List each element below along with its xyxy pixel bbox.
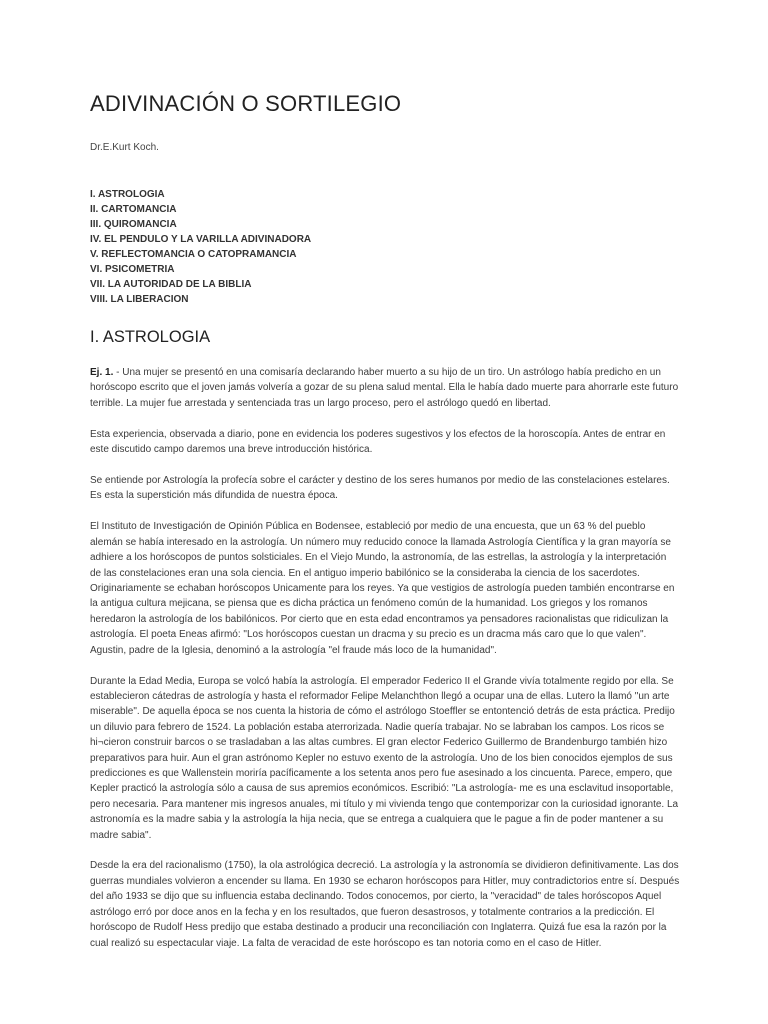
toc-item: IV. EL PENDULO Y LA VARILLA ADIVINADORA: [90, 234, 312, 245]
author-line: Dr.E.Kurt Koch.: [90, 142, 159, 153]
document-content: [90, 88, 680, 966]
section-heading: I. ASTROLOGIA: [90, 328, 211, 346]
toc-item: I. ASTROLOGIA: [90, 189, 165, 200]
toc-item: II. CARTOMANCIA: [90, 204, 177, 215]
body-paragraph: Desde la era del racionalismo (1750), la ola astrológica decreció. La astrología y la astronomía se dividieron definitivamente. Las dos guerras mundiales volvieron a encender su llama. En 1930 se echaron horóscopos para Hitler, muy contradictorios entre sí. Después del año 1933 se dijo que su influencia estaba declinando. Todos conocemos, por cierto, la "veracidad" de tales horóscopos Aquel astrólogo erró por doce anos en la fecha y en los resultados, que fueron desastrosos, y totalmente contrarios a la predicción. El horóscopo de Rudolf Hess predijo que estaba destinado a producir una reconciliación con Inglaterra. Quizá fue esa la razón por la cual realizó su espectacular viaje. La falta de veracidad de este horóscopo es tan notoria como en el caso de Hitler.: [90, 860, 680, 949]
table-of-contents: [90, 187, 680, 307]
example-label: Ej. 1.: [90, 367, 114, 378]
toc-item: VI. PSICOMETRIA: [90, 264, 175, 275]
document-title: ADIVINACIÓN O SORTILEGIO: [90, 91, 402, 116]
toc-item: V. REFLECTOMANCIA O CATOPRAMANCIA: [90, 249, 297, 260]
toc-item: VIII. LA LIBERACION: [90, 294, 189, 305]
body-paragraph: Durante la Edad Media, Europa se volcó había la astrología. El emperador Federico II el Grande vivía totalmente regido por ella. Se establecieron cátedras de astrología y hasta el reformador Felipe Melanchthon llegó a ocupar una de ellas. Lutero la llamó "un arte miserable". De aquella época se nos cuenta la historia de cómo el astrólogo Stoeffler se entontenció detrás de esta práctica. Predijo un diluvio para febrero de 1524. La población estaba aterrorizada. Nadie quería trabajar. No se labraban los campos. Los ricos se hi¬cieron construir barcos o se trasladaban a las altas cumbres. El gran elector Federico Guillermo de Brandenburgo también hizo preparativos para huir. Aun el gran astrónomo Kepler no estuvo exento de la astrología. Uno de los bien conocidos ejemplos de sus predicciones es que Wallenstein moriría pacíficamente a los setenta anos pero fue asesinado a los cincuenta. Parece, empero, que Kepler practicó la astrología sólo a causa de sus apremios económicos. Escribió: "La astrología- me es una esclavitud insoportable, pero necesaria. Para mantener mis ingresos anuales, mi título y mi vivienda tengo que contemporizar con la curiosidad ignorante. La astronomía es la madre sabia y la astrología la hija necia, que se entrega a cualquiera que le pague a fin de poder mantener a su madre sabia".: [90, 675, 679, 841]
toc-item: VII. LA AUTORIDAD DE LA BIBLIA: [90, 279, 252, 290]
example-text: - Una mujer se presentó en una comisaría declarando haber muerto a su hijo de un tiro. Un astrólogo había predicho en un horóscopo escrito que el joven jamás volvería a gozar de su plena salud mental. Ella le había dado muerte para ahorrarle este futuro terrible. La mujer fue arrestada y sentenciada tras un largo proceso, pero el astrólogo quedó en libertad.: [90, 367, 679, 409]
body-paragraph: El Instituto de Investigación de Opinión Pública en Bodensee, estableció por medio de una encuesta, que un 63 % del pueblo alemán se había interesado en la astrología. Un número muy reducido conoce la llamada Astrología Científica y la gran mayoría se adhiere a los horóscopos de puntos solsticiales. En el Viejo Mundo, la astronomía, de las estrellas, la astrología y la interpretación de las constelaciones eran una sola ciencia. En el antiguo imperio babilónico se la consideraba la ciencia de los sacerdotes. Originariamente se echaban horóscopos Unicamente para los reyes. Ya que vestigios de astrología pueden también encontrarse en la antigua cultura mejicana, se piensa que es dicha práctica un fenómeno común de la humanidad. Los griegos y los romanos heredaron la astrología de los babilónicos. Por cierto que en esta edad encontramos ya pensadores racionalistas que ridiculizan la astrología. El poeta Eneas afirmó: "Los horóscopos cuestan un dracma y su precio es un dracma más caro que lo que valen". Agustin, padre de la Iglesia, denominó a la astrología "el fraude más loco de la humanidad".: [90, 521, 675, 656]
toc-item: III. QUIROMANCIA: [90, 219, 177, 230]
body-paragraph: Esta experiencia, observada a diario, pone en evidencia los poderes sugestivos y los efectos de la horoscopía. Antes de entrar en este discutido campo daremos una breve introducción histórica.: [90, 428, 666, 456]
body-paragraph: Se entiende por Astrología la profecía sobre el carácter y destino de los seres humanos por medio de las constelaciones estelares. Es esta la superstición más difundida de nuestra época.: [90, 475, 670, 502]
section-body: [90, 365, 680, 951]
example-paragraph: [90, 365, 680, 411]
